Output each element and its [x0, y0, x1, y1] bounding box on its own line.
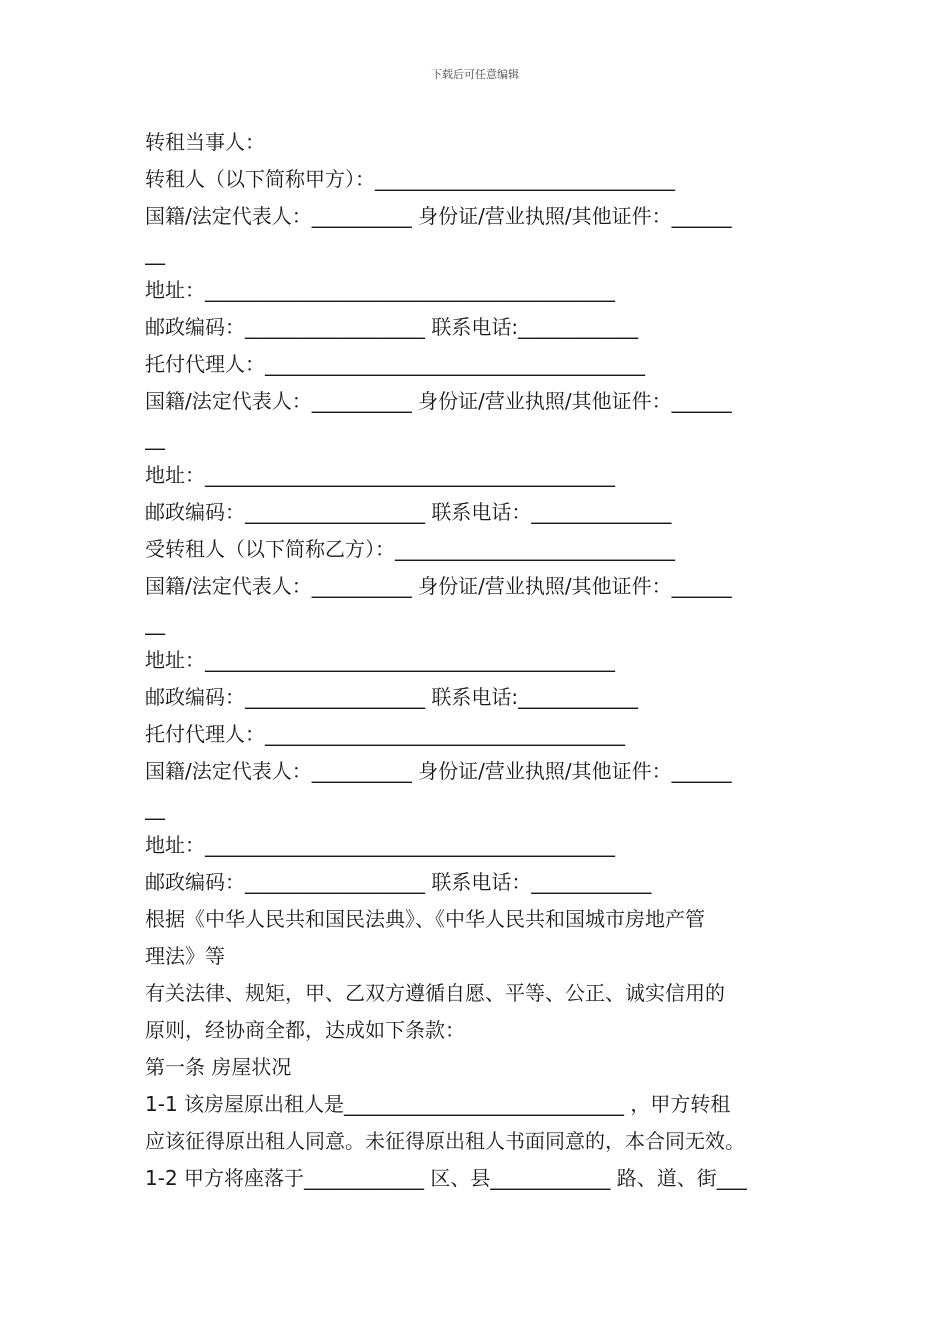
doc-line: 有关法律、规矩，甲、乙双方遵循自愿、平等、公正、诚实信用的 [145, 981, 725, 1005]
doc-line: 国籍/法定代表人：__________ 身份证/营业执照/其他证件：______ [145, 204, 732, 228]
section-heading: 第一条 房屋状况 [145, 1055, 292, 1079]
doc-line: 托付代理人：______________________________________ [145, 352, 645, 376]
doc-line: 原则，经协商全都，达成如下条款： [145, 1018, 465, 1042]
doc-line: __ [145, 611, 165, 635]
doc-line: 根据《中华人民共和国民法典》、《中华人民共和国城市房地产管 [145, 907, 705, 931]
doc-line: 受转租人（以下简称乙方）：____________________________ [145, 537, 675, 561]
doc-line: 转租人（以下简称甲方）：______________________________ [145, 167, 675, 191]
doc-line: 邮政编码：__________________ 联系电话:____________ [145, 685, 639, 709]
doc-line: 邮政编码：__________________ 联系电话:____________ [145, 315, 639, 339]
doc-line: 托付代理人：____________________________________ [145, 722, 625, 746]
doc-line: __ [145, 426, 165, 450]
doc-line: __ [145, 796, 165, 820]
doc-line: 地址：_________________________________________ [145, 463, 615, 487]
page-header: 下载后可任意编辑 [431, 68, 519, 81]
doc-line: 国籍/法定代表人：__________ 身份证/营业执照/其他证件：______ [145, 389, 732, 413]
doc-line: 转租当事人： [145, 130, 265, 154]
doc-line: 地址：_________________________________________ [145, 278, 615, 302]
doc-line: 地址：_________________________________________ [145, 648, 615, 672]
doc-line: 1-2 甲方将座落于____________ 区、县____________ 路、道、街___ [145, 1166, 747, 1190]
doc-line: 国籍/法定代表人：__________ 身份证/营业执照/其他证件：______ [145, 574, 732, 598]
document-body [145, 124, 810, 1197]
doc-line: __ [145, 241, 165, 265]
doc-line: 理法》等 [145, 944, 225, 968]
doc-line: 地址：_________________________________________ [145, 833, 615, 857]
doc-line: 邮政编码：__________________ 联系电话：______________ [145, 500, 672, 524]
doc-line: 1-1 该房屋原出租人是____________________________ ，甲方转租 [145, 1092, 731, 1116]
doc-line: 邮政编码：__________________ 联系电话：____________ [145, 870, 652, 894]
doc-line: 国籍/法定代表人：__________ 身份证/营业执照/其他证件：______ [145, 759, 732, 783]
doc-line: 应该征得原出租人同意。未征得原出租人书面同意的，本合同无效。 [145, 1129, 745, 1153]
